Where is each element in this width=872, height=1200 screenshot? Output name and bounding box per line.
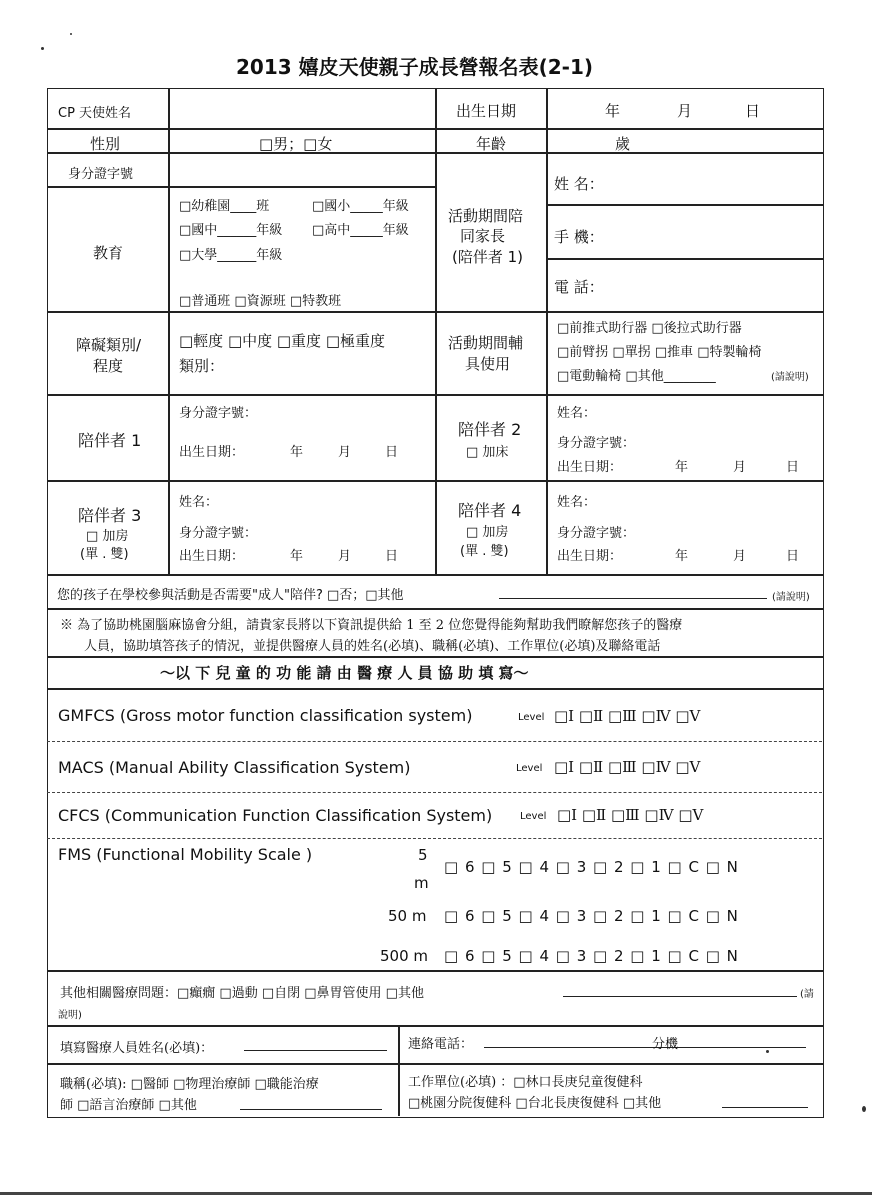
companion3-year: 年 [290,549,304,564]
gender-options[interactable]: □男；□女 [259,135,333,153]
edu-junior-high[interactable]: □國中______年級 [179,223,283,238]
staff-phone-field[interactable] [484,1047,806,1048]
school-question[interactable]: 您的孩子在學校參與活動是否需要"成人"陪伴? □否；□其他 [57,588,404,603]
staff-ext-label: 分機 [652,1037,679,1052]
notice-line-2: 人員，協助填答孩子的情況，並提供醫療人員的姓名(必填)、職稱(必填)、工作單位(必填)及聯絡電話 [84,639,661,654]
fms-5m-unit: m [414,874,429,892]
gender-label: 性別 [90,135,121,153]
birth-year: 年 [605,102,621,120]
guardian-name[interactable]: 姓 名： [554,175,604,193]
aids-label-1: 活動期間輔 [448,334,524,352]
staff-unit-line-2[interactable]: □桃園分院復健科 □台北長庚復健科 □其他 [408,1096,662,1111]
companion2-id[interactable]: 身分證字號： [557,436,636,451]
edu-kindergarten[interactable]: □幼稚園____班 [179,199,270,214]
school-question-note: (請說明) [772,592,810,603]
fms-50m-options[interactable]: □ 6 □ 5 □ 4 □ 3 □ 2 □ 1 □ C □ N [444,907,739,925]
staff-phone-label: 連絡電話： [408,1037,474,1052]
gmfcs-options[interactable]: □Ⅰ □Ⅱ □Ⅲ □Ⅳ □Ⅴ [554,707,701,725]
companion3-room-type[interactable]: (單 . 雙) [80,547,129,562]
child-name-field[interactable] [172,92,432,126]
companion2-birth[interactable]: 出生日期： [557,460,623,475]
disability-label-1: 障礙類別/ [76,336,142,354]
companion1-label: 陪伴者 1 [78,431,142,450]
birth-day: 日 [745,102,761,120]
companion3-extra-room[interactable]: □ 加房 [86,529,129,544]
companion1-day: 日 [385,445,399,460]
fms-5m-options[interactable]: □ 6 □ 5 □ 4 □ 3 □ 2 □ 1 □ C □ N [444,858,739,876]
companion1-year: 年 [290,445,304,460]
guardian-label-2: 同家長 [460,227,506,245]
companion4-room-type[interactable]: (單 . 雙) [460,544,509,559]
companion3-name[interactable]: 姓名： [179,495,219,510]
macs-label: MACS (Manual Ability Classification System) [58,758,411,777]
edu-class-type[interactable]: □普通班 □資源班 □特教班 [179,294,342,309]
companion4-birth[interactable]: 出生日期： [557,549,623,564]
companion4-label: 陪伴者 4 [458,501,522,520]
birth-month: 月 [677,102,693,120]
companion1-id[interactable]: 身分證字號： [179,406,258,421]
guardian-label-3: (陪伴者 1) [452,248,524,266]
other-medical[interactable]: 其他相關醫療問題：□癲癇 □過動 □自閉 □鼻胃管使用 □其他 [60,986,424,1001]
disability-label-2: 程度 [93,357,124,375]
cfcs-options[interactable]: □Ⅰ □Ⅱ □Ⅲ □Ⅳ □Ⅴ [557,806,704,824]
companion3-day: 日 [385,549,399,564]
edu-university[interactable]: □大學______年級 [179,248,283,263]
fms-50m-label: 50 m [388,907,427,925]
companion3-birth[interactable]: 出生日期： [179,549,245,564]
education-label: 教育 [93,244,124,262]
guardian-phone[interactable]: 電 話： [554,278,604,296]
companion2-year: 年 [675,460,689,475]
guardian-mobile[interactable]: 手 機： [554,228,604,246]
id-label: 身分證字號 [68,167,134,182]
staff-title-line-1[interactable]: 職稱(必填): □醫師 □物理治療師 □職能治療 [60,1077,319,1092]
aids-electric[interactable]: □電動輪椅 □其他________ [557,369,716,384]
disability-levels[interactable]: □輕度 □中度 □重度 □極重度 [179,332,385,350]
other-medical-note-b: 說明) [58,1010,82,1021]
fms-5m-number: 5 [418,846,428,864]
notice-line-1: ※ 為了協助桃園腦麻協會分組，請貴家長將以下資訊提供給 1 至 2 位您覺得能夠幫助我們瞭解您孩子的醫療 [60,618,683,633]
macs-options[interactable]: □Ⅰ □Ⅱ □Ⅲ □Ⅳ □Ⅴ [554,758,701,776]
age-label: 年齡 [476,135,507,153]
other-medical-note-a: (請 [800,989,814,1000]
id-field[interactable] [172,156,432,184]
section-header: ～以 下 兒 童 的 功 能 請 由 醫 療 人 員 協 助 填 寫～ [160,664,529,682]
disability-category[interactable]: 類別： [179,357,225,375]
companion3-month: 月 [338,549,352,564]
gmfcs-level-word: Level [518,712,545,723]
companion2-extra-bed[interactable]: □ 加床 [466,445,509,460]
page-title: 2013 嬉皮天使親子成長營報名表(2-1) [236,55,594,79]
companion3-id[interactable]: 身分證字號： [179,526,258,541]
companion4-extra-room[interactable]: □ 加房 [466,525,509,540]
macs-level-word: Level [516,763,543,774]
companion4-name[interactable]: 姓名： [557,495,597,510]
companion2-label: 陪伴者 2 [458,420,522,439]
edu-senior-high[interactable]: □高中_____年級 [312,223,409,238]
edu-elementary[interactable]: □國小_____年級 [312,199,409,214]
gmfcs-label: GMFCS (Gross motor function classification system) [58,706,473,725]
companion2-name[interactable]: 姓名： [557,406,597,421]
cfcs-level-word: Level [520,811,547,822]
aids-crutches[interactable]: □前臂拐 □單拐 □推車 □特製輪椅 [557,345,762,360]
companion1-birth[interactable]: 出生日期： [179,445,245,460]
companion4-month: 月 [733,549,747,564]
aids-label-2: 具使用 [465,355,511,373]
staff-name-label: 填寫醫療人員姓名(必填)： [60,1041,214,1056]
companion2-month: 月 [733,460,747,475]
cfcs-label: CFCS (Communication Function Classification System) [58,806,493,825]
fms-label: FMS (Functional Mobility Scale ) [58,845,313,864]
companion4-year: 年 [675,549,689,564]
companion4-day: 日 [786,549,800,564]
companion1-month: 月 [338,445,352,460]
companion4-id[interactable]: 身分證字號： [557,526,636,541]
fms-500m-options[interactable]: □ 6 □ 5 □ 4 □ 3 □ 2 □ 1 □ C □ N [444,947,739,965]
staff-name-field[interactable] [244,1050,387,1051]
fms-500m-label: 500 m [380,947,429,965]
aids-note: (請說明) [771,372,809,383]
child-name-label: CP 天使姓名 [58,106,132,121]
age-unit: 歲 [615,135,631,153]
aids-walkers[interactable]: □前推式助行器 □後拉式助行器 [557,321,742,336]
staff-title-line-2[interactable]: 師 □語言治療師 □其他 [60,1098,197,1113]
staff-unit-line-1[interactable]: 工作單位(必填) ：□林口長庚兒童復健科 [408,1075,643,1090]
birth-date-label: 出生日期 [456,102,517,120]
guardian-label-1: 活動期間陪 [448,207,524,225]
companion3-label: 陪伴者 3 [78,506,142,525]
companion2-day: 日 [786,460,800,475]
